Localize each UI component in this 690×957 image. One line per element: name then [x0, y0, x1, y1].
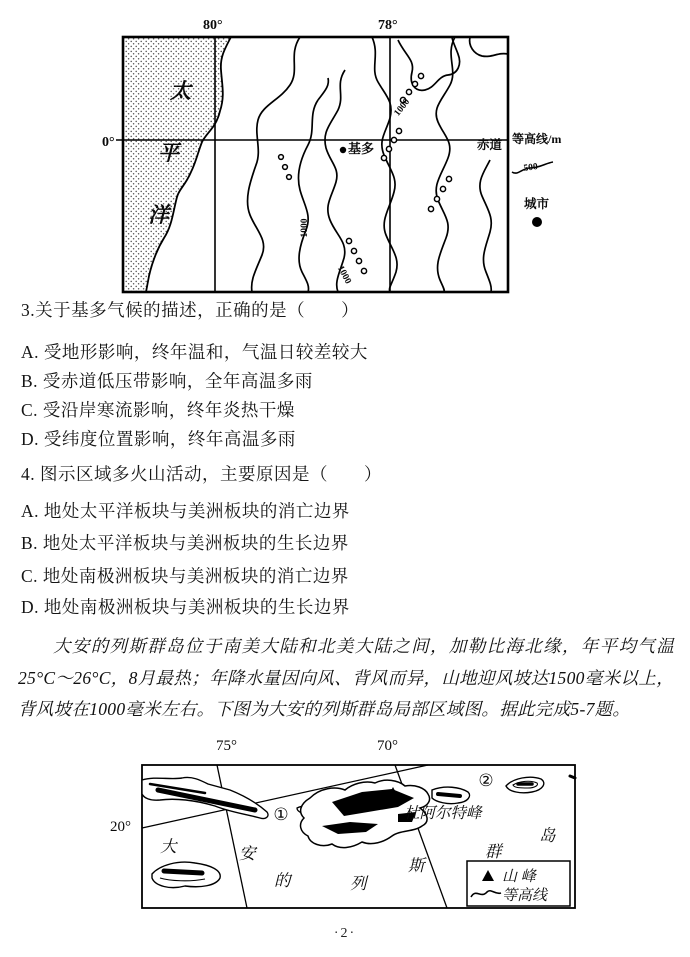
lon-label-75: 75°	[216, 738, 237, 754]
city-label-quito: 基多	[348, 141, 375, 156]
map-bottom-legend	[467, 861, 570, 906]
contour-label-1000-c: 1000	[334, 264, 353, 286]
question-3-option-a: A. 受地形影响，终年温和，气温日较差较大	[21, 342, 368, 362]
question-3-option-b: B. 受赤道低压带影响，全年高温多雨	[21, 371, 313, 391]
legend-title: 等高线/m	[512, 132, 562, 146]
city-dot	[340, 147, 346, 153]
svg-text:群: 群	[485, 842, 502, 861]
legend-city-dot	[532, 217, 542, 227]
contour-label-1000-a: 1000	[392, 97, 413, 119]
lon-label-70: 70°	[377, 738, 398, 754]
legend-contour-value: 500	[522, 162, 539, 174]
map-top-legend	[512, 131, 561, 227]
svg-text:列: 列	[350, 874, 367, 893]
svg-text:岛: 岛	[539, 826, 556, 845]
island-marker-2	[478, 771, 493, 791]
equator-label: 赤道	[477, 138, 503, 152]
svg-text:斯: 斯	[408, 856, 425, 875]
legend-contour-label: 等高线	[502, 888, 548, 904]
svg-text:大: 大	[160, 837, 177, 856]
reading-passage: 大安的列斯群岛位于南美大陆和北美大陆之间，加勒比海北缘，年平均气温25°C～26°C，8月最热；年降水量因向风、背风而异，山地迎风坡达1500毫米以上，背风坡在1000毫米左右。下图为大安的列斯群岛局部区域图。据此完成5-7题。	[18, 636, 674, 719]
lon-label-80: 80°	[203, 18, 223, 33]
legend-city-label: 城市	[524, 197, 550, 211]
lon-label-78: 78°	[378, 18, 398, 33]
svg-text:安: 安	[239, 844, 256, 863]
question-4-stem: 4. 图示区域多火山活动，主要原因是（ ）	[21, 464, 382, 484]
island-marker-1	[273, 805, 288, 825]
svg-text:太: 太	[170, 79, 191, 103]
svg-text:平: 平	[158, 141, 179, 165]
svg-text:的: 的	[274, 871, 291, 890]
question-4-option-b: B. 地处太平洋板块与美洲板块的生长边界	[21, 533, 349, 553]
top-contour-map	[0, 0, 690, 300]
island-puerto-rico	[432, 787, 470, 804]
lat-label-0: 0°	[102, 135, 115, 150]
antilles-map	[0, 728, 690, 928]
question-4-option-c: C. 地处南极洲板块与美洲板块的消亡边界	[21, 566, 349, 586]
question-4-option-d: D. 地处南极洲板块与美洲板块的生长边界	[21, 597, 350, 617]
svg-text:洋: 洋	[148, 203, 169, 227]
contour-label-1000-b: 1000	[300, 218, 310, 238]
svg-text:①: ①	[273, 805, 289, 825]
question-3-option-d: D. 受纬度位置影响，终年高温多雨	[21, 429, 296, 449]
lat-label-20: 20°	[110, 819, 131, 835]
question-3-stem: 3.关于基多气候的描述，正确的是（ ）	[21, 300, 360, 320]
question-4-option-a: A. 地处太平洋板块与美洲板块的消亡边界	[21, 501, 350, 521]
legend-peak-label: 山 峰	[502, 869, 536, 885]
volcano-chain-icons	[279, 73, 452, 273]
peak-label: 杜阿尔特峰	[404, 805, 482, 822]
question-3-option-c: C. 受沿岸寒流影响，终年炎热干燥	[21, 400, 295, 420]
svg-text:②: ②	[478, 771, 494, 791]
page-number: ·2·	[333, 926, 357, 941]
